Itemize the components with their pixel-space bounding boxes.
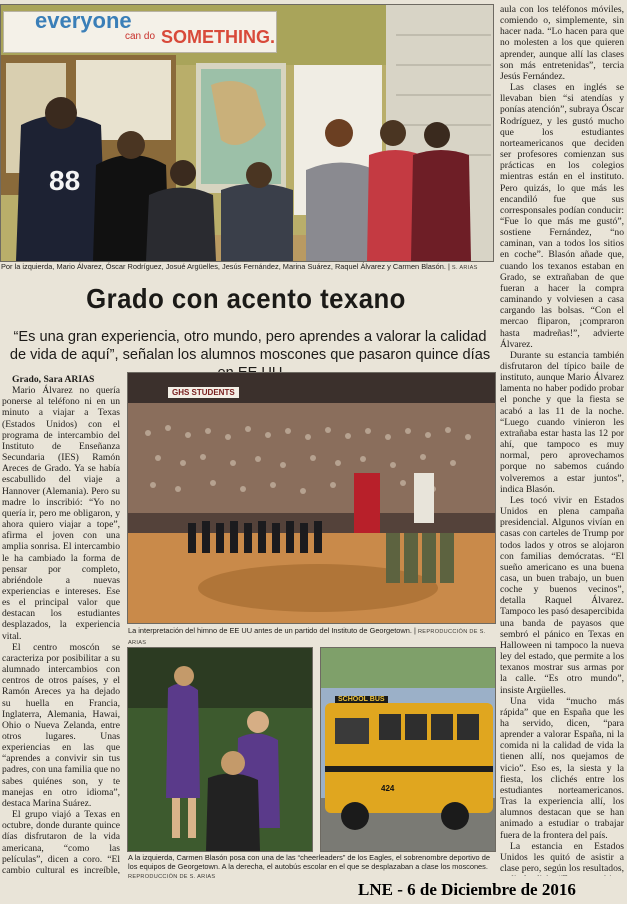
gym-photo-image (128, 373, 495, 623)
headline: Grado con acento texano (86, 283, 406, 314)
group-photo-credit: S. ARIAS (451, 265, 478, 271)
banner-text-something: SOMETHING. (161, 27, 276, 47)
left-column (2, 374, 120, 874)
gym-photo-credit: REPRODUCCIÓN DE S. ARIAS (128, 629, 486, 646)
left-paragraph-3: El grupo viajó a Texas en octubre, donde durante quince días disfrutaron de la vida americana, “como las películas”, dicen a coro. “El cambio cultural es increíble, (2, 809, 120, 874)
right-paragraph-4: Les tocó vivir en Estados Unidos en plena campaña presidencial. Algunos vivían en casas con carteles de Trump por todos lados y otros se alojaron con familias demócratas. “El sueño americano es una buena casa, un buen trabajo, un buen coche y buenos vecinos”, detalla Raquel Álvarez. Tampoco les pasó desapercibida una banda de payasos que sembró el pánico en Texas en Halloween ni tampoco la nueva ley del estado, que permite a los texanos mostrar sus armas por la calle. “Es otro mundo”, insiste Argüelles. (500, 494, 624, 696)
right-paragraph-2: Las clases en inglés se llevaban bien “si atendías y ponías atención”, subraya Óscar Rodríguez, y les gustó mucho que los estudiantes norteamericanos que deciden ser profesores comienzan sus prácticas en los colegios mientras están en el instituto. Pero quizás, lo que más les encandiló fue que sus corresponsales podían conducir: “Fue lo que más me gustó”, sostiene Fernández, “no caminan, van a todos los sitios en coche”. Blasón añade que, cuando los texanos estaban en Grado, se extrañaban de que fueran a hacer la compra caminando y volviesen a casa cargando las bolsas. “Con el mercao fliparon, ¡compraron hasta madreñas!”, advierte Álvarez. (500, 82, 624, 350)
cheerleader-photo (127, 647, 313, 852)
gym-photo-caption: La interpretación del himno de EE UU antes de un partido del Instituto de Georgetown. | REPRODUCCIÓN DE S. ARIAS (128, 626, 486, 646)
bottom-photos-credit: REPRODUCCIÓN DE S. ARIAS (128, 874, 216, 880)
group-photo (0, 4, 494, 262)
right-paragraph-6: La estancia en Estados Unidos les quitó de asistir a clase pero, según los resultados, (500, 840, 624, 875)
left-paragraph-2: El centro moscón se caracteriza por posibilitar a su alumnado intercambios con centros de otros países, y el Ramón Areces ya ha dejado su huella en Francia, Inglaterra, Alemania, Hawai, Ohio o Nueva Zelanda, entre otros lugares. Unas experiencias en las que “aprendes a convivir sin tus padres, con una familia que no sabes quiénes son, y te manejas en otro idioma”, destaca Marina Suárez. (2, 641, 120, 809)
bottom-photos-caption (128, 853, 494, 882)
banner-text-can-do: can do (125, 31, 156, 42)
school-bus-photo-image (321, 648, 495, 851)
gym-photo (127, 372, 496, 624)
right-paragraph-3: Durante su estancia también disfrutaron del típico baile de instituto, aunque Mario Álvarez lamenta no haber podido probar el ponche y que la fiesta se acabó a las 11 de la noche. “Luego cuando vinieron les extrañaba estar hasta las 12 por ahí, que tampoco es muy normal, pero aprovechamos porque no sabemos cuándo volveremos a estar juntos”, indica Blasón. (500, 349, 624, 495)
ghs-students-sign: GHS STUDENTS (168, 387, 239, 398)
group-photo-caption: Por la izquierda, Mario Álvarez, Óscar Rodríguez, Josué Argüelles, Jesús Fernández, Marina Suárez, Raquel Álvarez y Carmen Blasón. | S. ARIAS (1, 262, 478, 271)
jersey-number: 88 (49, 165, 81, 196)
subheadline: “Es una gran experiencia, otro mundo, pero aprendes a valorar la calidad de vida de aquí”, señalan los alumnos moscones que pasaron quince días (9, 329, 491, 363)
school-bus-sign: SCHOOL BUS (335, 696, 388, 703)
gym-photo-caption-text: La interpretación del himno de EE UU antes de un partido del Instituto de Georgetown. (128, 626, 412, 635)
group-photo-caption-text: Por la izquierda, Mario Álvarez, Óscar Rodríguez, Josué Argüelles, Jesús Fernández, Marina Suárez, Raquel Álvarez y Carmen Blasón. (1, 262, 446, 271)
school-bus-photo (320, 647, 496, 852)
cheerleader-photo-image (128, 648, 312, 851)
right-paragraph-5: Una vida “mucho más rápida” que en España que les ha servido, dicen, “para aprender a valorar España, ni la comida ni la calidad de vida la tienen allí, nos quejamos de vicio”. Eso es, la siesta y la fiesta, los clichés entre los estudiantes norteamericanos. Tras la experiencia allí, los alumnos destacan que se han animado a estudiar o trabajar fuera de la frontera del país. (500, 695, 624, 841)
left-paragraph-1: Mario Álvarez no quería ponerse al teléfono ni en un minuto a viajar a Texas (Estados Unidos) con el programa de intercambio del Instituto de Enseñanza Secundaria (IES) Ramón Areces de Grado. Ya se había escabullido del viaje a Hannover (Alemania). Pero su madre lo inscribió: “Yo no quería ir, pero me obligaron, y ahora quiero viajar a tope”, afirma el joven con una amplia sonrisa. El intercambio le ha cambiado la forma de pensar por completo, abriéndole a nuevas experiencias e intereses. Ese es el principal valor que destacan los estudiantes desplazados, la experiencia vital. (2, 385, 120, 642)
school-bus-number: 424 (381, 784, 395, 793)
right-paragraph-1: aula con los teléfonos móviles, comiendo o, simplemente, sin hacer nada. “Lo hacen para que no molesten a los que quieren aprender, aunque allí las clases son más entretenidas”, tercia Jesús Fernández. (500, 4, 624, 82)
left-dateline: Grado, Sara ARIAS (12, 374, 95, 385)
right-column (500, 4, 624, 876)
bottom-photos-caption-text: A la izquierda, Carmen Blasón posa con una de las “cheerleaders” de los Eagles, el sobrenombre deportivo de los equipos de Georgetown. A la derecha, el autobús escolar en el que se desplazaban a clase los moscones. (128, 853, 490, 871)
banner-text-everyone: everyone (35, 8, 132, 33)
publication-date-footer: LNE - 6 de Diciembre de 2016 (358, 880, 576, 899)
